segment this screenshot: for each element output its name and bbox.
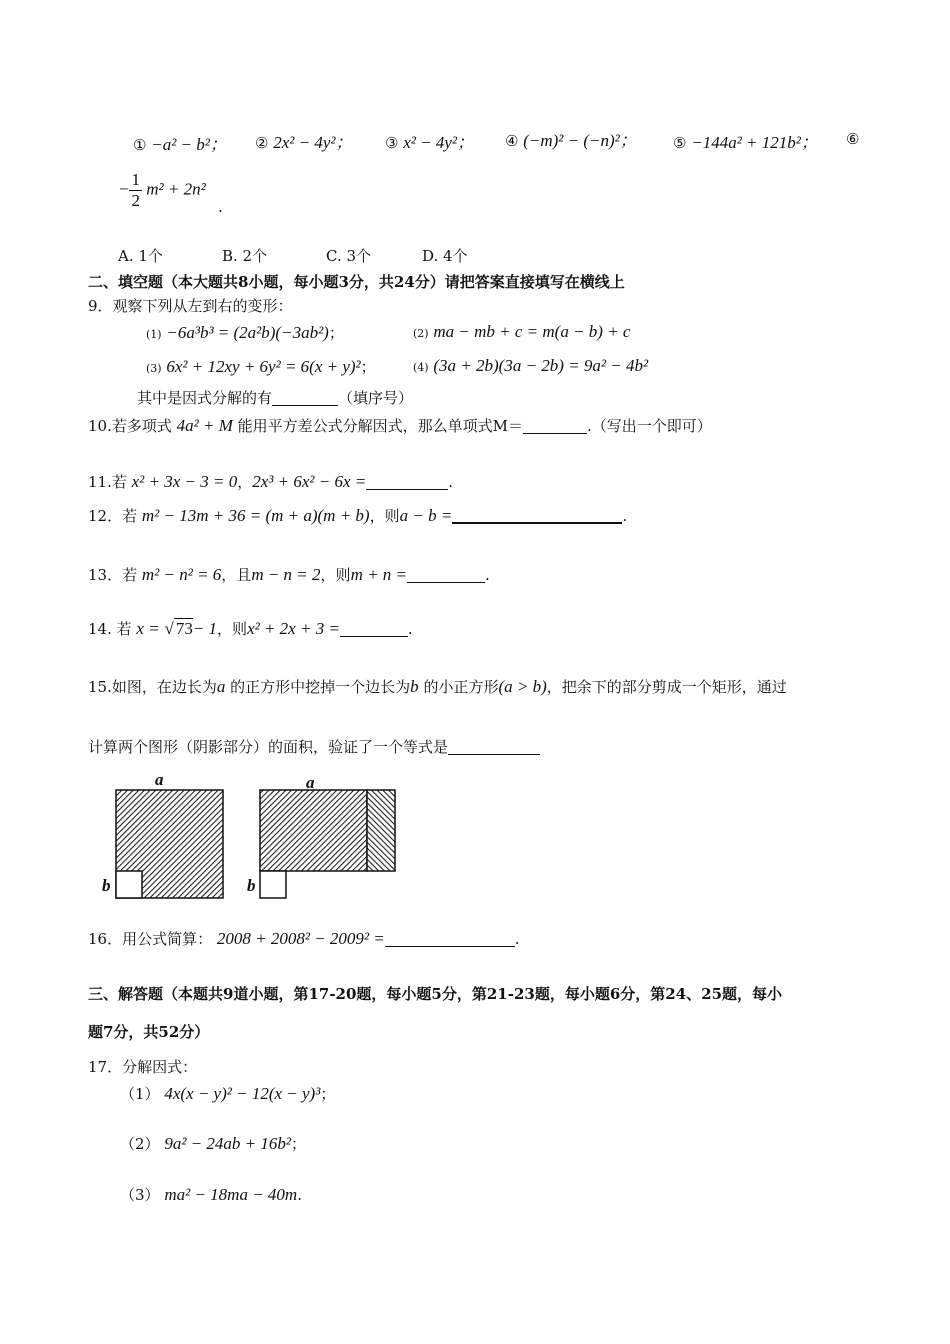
q17-item-label: （3） [120, 1186, 160, 1204]
q8-item-mark: ② [255, 134, 269, 152]
q13-mid2: ，则 [320, 566, 351, 584]
q17-item-expr: 4x(x − y)² − 12(x − y)³ [164, 1084, 321, 1103]
q10-post: .（写出一个即可） [587, 417, 712, 435]
small-square-removed [116, 871, 142, 898]
q9-item-2 [413, 322, 630, 342]
section-3-heading-line-1: 三、解答题（本题共9道小题，第17-20题，每小题5分，第21-23题，每小题6分，第24、25题，每小 [88, 985, 783, 1003]
q13-expr3: m + n = [350, 565, 408, 584]
q8-option-d: D. 4个 [422, 247, 468, 265]
q8-item-mark: ⑥ [846, 130, 860, 148]
q12-post: . [622, 507, 628, 525]
q8-item-mark: ③ [385, 134, 399, 152]
answer-blank[interactable] [366, 474, 448, 490]
q17-item-expr: ma² − 18ma − 40m [164, 1185, 298, 1204]
q16-post: . [514, 930, 520, 948]
q8-item-expr: (−m)² − (−n)²； [523, 131, 637, 150]
q8-option-c: C. 3个 [326, 247, 372, 265]
fig-label-b-right: b [247, 876, 256, 895]
q8-item-2 [255, 128, 353, 153]
q12-mid: ，则 [369, 507, 400, 525]
q13-expr2: m − n = 2 [251, 565, 321, 584]
q11 [88, 471, 453, 492]
fig-label-a-right: a [306, 773, 315, 792]
q8-option-a: A. 1个 [118, 247, 163, 265]
q8-item-3 [385, 128, 474, 153]
q16-expr: 2008 + 2008² − 2009² = [216, 929, 385, 948]
q8-item-5 [673, 128, 818, 153]
q10-expr: 4a² + M [176, 416, 233, 435]
q15-line-1 [88, 676, 787, 697]
q14-sqrt: 73 [175, 619, 193, 638]
q8-item-expr: 2x² − 4y²； [273, 133, 353, 152]
q9-item-label: (4) [413, 361, 429, 374]
q8-item-mark: ① [133, 136, 147, 154]
q15-figure [96, 770, 396, 900]
q10-mid: 能用平方差公式分解因式，那么单项式M＝ [237, 417, 524, 435]
q17-item-3 [120, 1184, 302, 1205]
q8-item-6-end: . [218, 198, 223, 216]
q11-pre: 11.若 [88, 473, 127, 491]
q17-item-label: （1） [120, 1085, 160, 1103]
q11-expr2: 2x³ + 6x² − 6x = [252, 472, 367, 491]
answer-blank[interactable] [407, 567, 485, 583]
q10-pre: 10.若多项式 [88, 417, 172, 435]
q14-expr-tail: − 1 [192, 619, 218, 638]
q17-item-1 [120, 1083, 335, 1104]
q17-stem: 17．分解因式： [88, 1058, 198, 1076]
fig-label-b-left: b [102, 876, 111, 895]
q15-line1-mid1: 的正方形中挖掉一个边长为 [230, 678, 411, 696]
q14: 14. 若 x = √ 73− 1，则x² + 2x + 3 = . [88, 619, 413, 638]
q9-item-4 [413, 356, 648, 376]
q14-post: . [407, 620, 413, 638]
q15-var-b: b [410, 677, 419, 696]
q13-expr1: m² − n² = 6 [141, 565, 222, 584]
q14-expr2: x² + 2x + 3 = [247, 619, 340, 638]
q15-line-2 [88, 736, 540, 757]
fig-label-a-left: a [155, 770, 164, 789]
q8-item-6-rest: m² + 2n² [146, 179, 206, 199]
q9-item-end: ； [360, 358, 376, 376]
q14-pre: 14. 若 [88, 620, 132, 638]
q9-footer [137, 387, 413, 408]
answer-blank[interactable] [523, 418, 587, 434]
q15-line2-text: 计算两个图形（阴影部分）的面积，验证了一个等式是 [88, 738, 449, 756]
rectangle-shaded-strip [367, 790, 395, 871]
q8-item-expr: x² − 4y²； [403, 133, 474, 152]
q9-item-label: (3) [146, 362, 162, 375]
q11-post: . [448, 473, 454, 491]
answer-blank[interactable] [272, 390, 338, 406]
q12-expr1: m² − 13m + 36 = (m + a)(m + b) [141, 506, 370, 525]
q17-item-end: ； [320, 1085, 336, 1103]
answer-blank[interactable] [448, 739, 540, 755]
q15-var-a: a [216, 677, 226, 696]
q8-option-b: B. 2个 [222, 247, 268, 265]
answer-blank[interactable] [385, 931, 515, 947]
q15-line1-mid2: 的小正方形 [423, 678, 499, 696]
q9-item-expr: (3a + 2b)(3a − 2b) = 9a² − 4b² [433, 356, 649, 375]
q8-item-6-mark [846, 130, 859, 148]
q9-item-label: (1) [146, 328, 162, 341]
q14-mid: ，则 [217, 620, 248, 638]
small-square-outline [260, 871, 286, 898]
q13-pre: 13．若 [88, 566, 138, 584]
q9-footer-post: （填序号） [338, 389, 414, 407]
q11-sep: ， [237, 473, 253, 491]
q8-item-expr: −a² − b²； [151, 135, 227, 154]
q9-item-end: ； [328, 324, 344, 342]
q8-item-mark: ④ [505, 132, 519, 150]
q15-line1-post: ，把余下的部分剪成一个矩形，通过 [546, 678, 787, 696]
q8-item-1 [133, 130, 227, 155]
q9-item-expr: 6x² + 12xy + 6y² = 6(x + y)² [166, 357, 361, 376]
answer-blank[interactable] [340, 621, 408, 637]
q8-item-6-expr: − $\frac{1}{2}$ m² + 2n² [118, 170, 206, 210]
q9-item-1 [146, 322, 344, 343]
q16-pre: 16．用公式简算： [88, 930, 213, 948]
q8-item-expr: −144a² + 121b²； [691, 133, 818, 152]
q13 [88, 564, 490, 585]
q13-post: . [485, 566, 490, 584]
rectangle-shaded-main [260, 790, 367, 871]
q17-item-label: （2） [120, 1135, 160, 1153]
q17-item-end: ； [290, 1135, 306, 1153]
q11-expr1: x² + 3x − 3 = 0 [131, 472, 238, 491]
q13-mid1: ，且 [221, 566, 252, 584]
q12-pre: 12．若 [88, 507, 138, 525]
section-3-heading-line-2: 题7分，共52分） [88, 1023, 210, 1041]
q9-item-3 [146, 356, 376, 377]
q9-item-expr: ma − mb + c = m(a − b) + c [433, 322, 631, 341]
q15-cond: (a > b) [498, 677, 547, 696]
q15-line1-pre: 15.如图，在边长为 [88, 678, 217, 696]
q12 [88, 505, 627, 526]
q10 [88, 415, 712, 436]
q17-item-expr: 9a² − 24ab + 16b² [164, 1134, 291, 1153]
section-2-heading: 二、填空题（本大题共8小题，每小题3分，共24分）请把答案直接填写在横线上 [88, 273, 625, 291]
q17-item-end: . [297, 1186, 302, 1204]
q9-item-expr: −6a³b³ = (2a²b)(−3ab²) [166, 323, 329, 342]
q9-stem: 9．观察下列从左到右的变形： [88, 297, 293, 315]
q8-item-4 [505, 126, 637, 151]
q8-item-mark: ⑤ [673, 134, 687, 152]
q16 [88, 928, 520, 949]
q17-item-2 [120, 1133, 306, 1154]
q12-expr2: a − b = [399, 506, 453, 525]
q9-footer-pre: 其中是因式分解的有 [137, 389, 273, 407]
fraction-numerator: 1 [131, 170, 140, 189]
answer-blank[interactable] [452, 507, 622, 524]
q9-item-label: (2) [413, 327, 429, 340]
fraction-denominator: 2 [131, 191, 140, 210]
q14-expr-x: x = [136, 619, 160, 638]
